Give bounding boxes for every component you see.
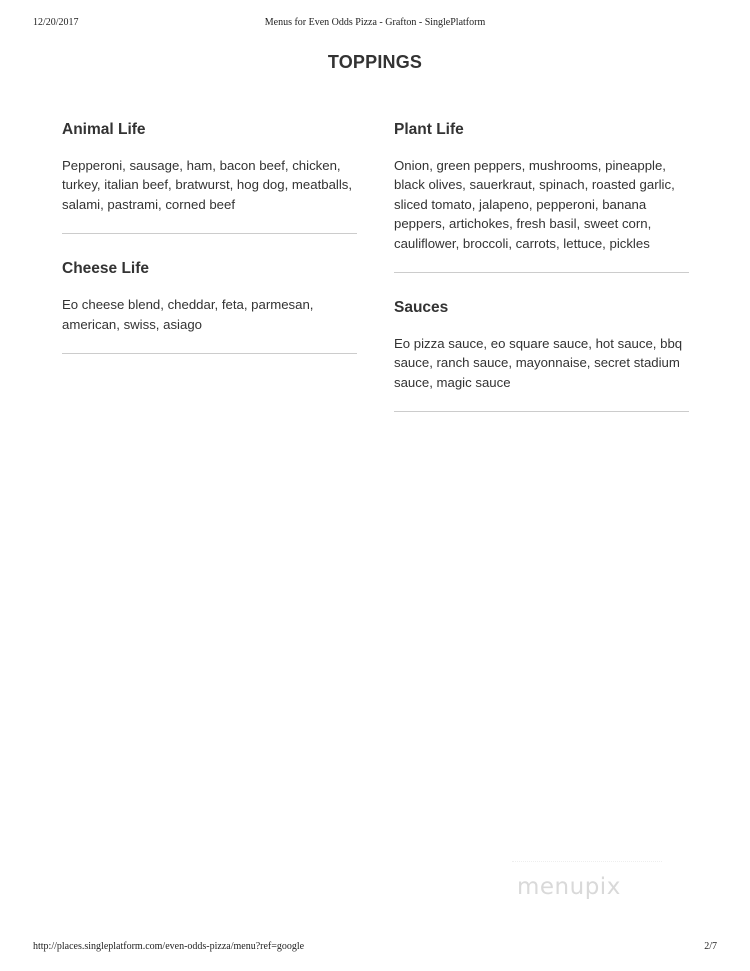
print-header [33,17,717,31]
page-number: 2/7 [704,941,717,952]
menu-column-left [62,120,357,379]
print-url: http://places.singleplatform.com/even-odds-pizza/menu?ref=google [33,941,305,952]
menu-column-right [394,120,689,437]
group-description: Onion, green peppers, mushrooms, pineapple, black olives, sauerkraut, spinach, roasted garlic, sliced tomato, jalapeno, pepperoni, banana peppers, artichokes, fresh basil, sweet corn, cauliflower, broccoli, carrots, lettuce, pickles [394,158,675,251]
print-footer [33,941,717,955]
group-name: Plant Life [394,121,464,138]
print-page-title: Menus for Even Odds Pizza - Grafton - SinglePlatform [264,17,486,28]
group-name: Cheese Life [62,260,150,278]
group-description: Eo cheese blend, cheddar, feta, parmesan, american, swiss, asiago [62,297,314,332]
watermark-divider [512,861,662,862]
group-name: Sauces [394,299,449,317]
menu-group-animal-life [62,120,357,234]
menupix-watermark: menupix [517,874,621,900]
print-date: 12/20/2017 [33,17,79,28]
menu-group-sauces [394,298,689,412]
menu-group-plant-life [394,120,689,273]
group-name: Animal Life [62,121,146,138]
menu-group-cheese-life [62,259,357,354]
section-title: TOPPINGS [327,52,423,72]
group-description: Pepperoni, sausage, ham, bacon beef, chicken, turkey, italian beef, bratwurst, hog dog, meatballs, salami, pastrami, corned beef [62,158,353,212]
group-description: Eo pizza sauce, eo square sauce, hot sauce, bbq sauce, ranch sauce, mayonnaise, secret stadium sauce, magic sauce [394,336,683,390]
